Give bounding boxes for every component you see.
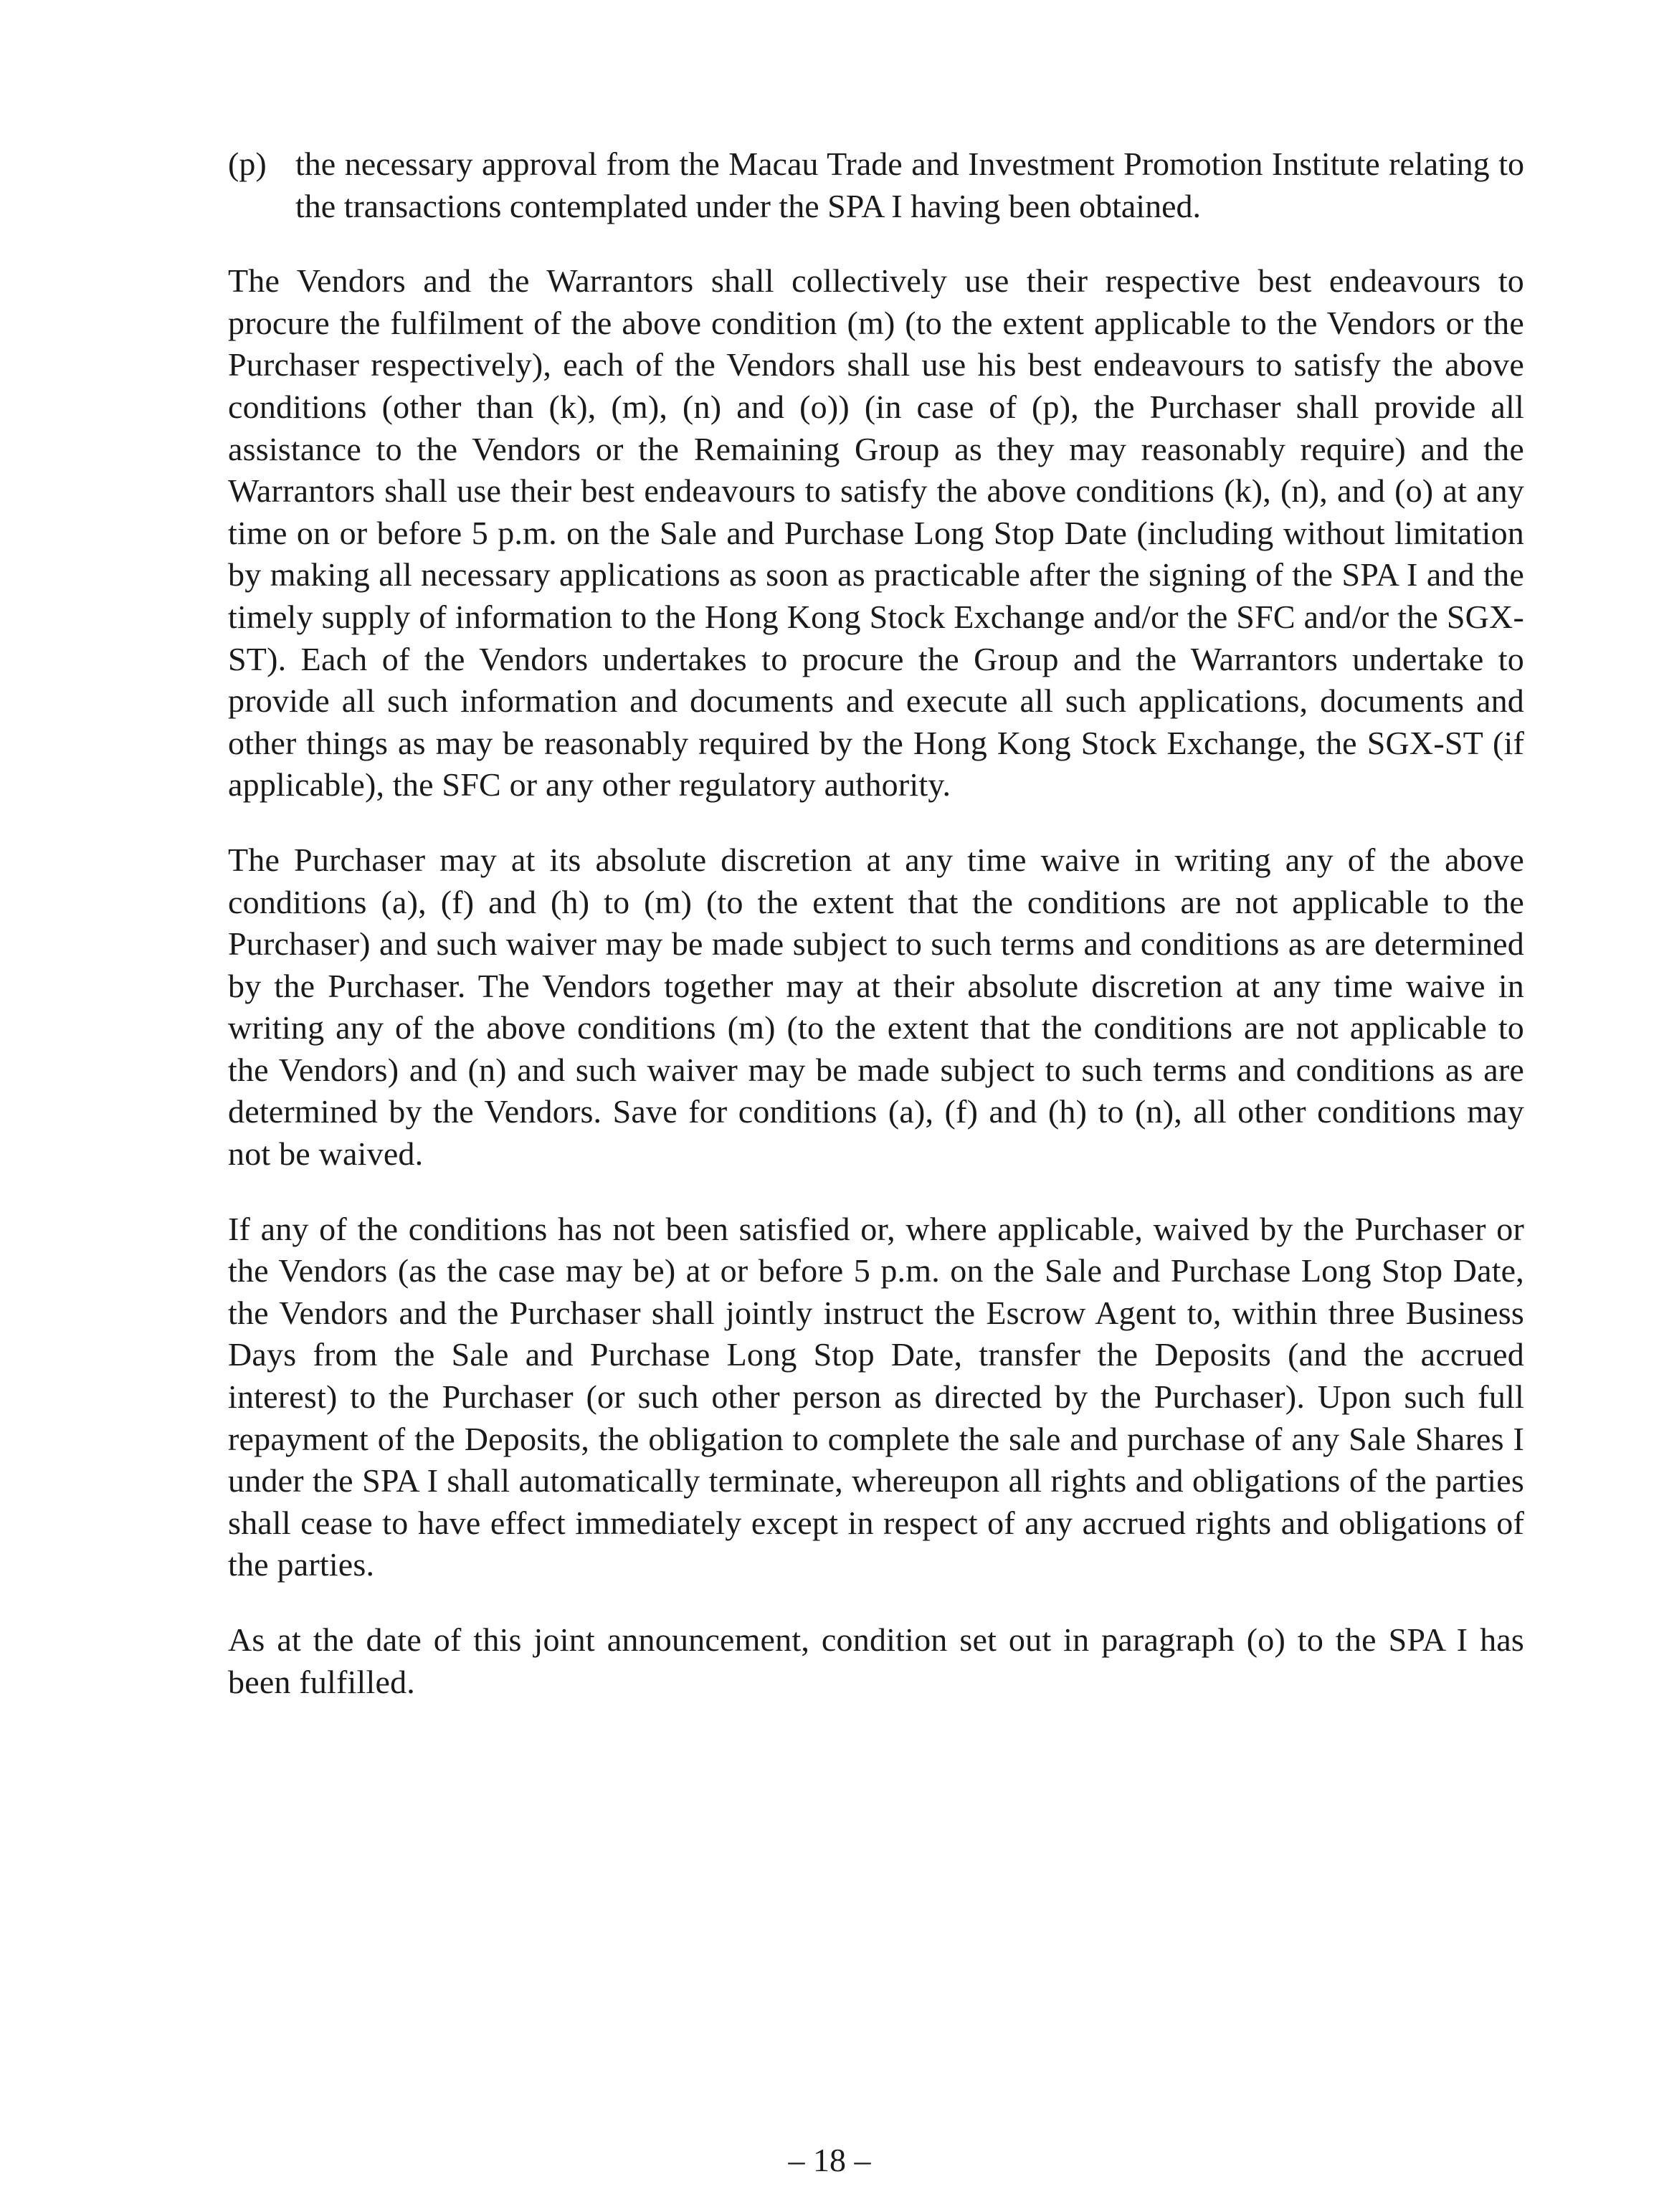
condition-marker: (p) bbox=[228, 146, 267, 182]
condition-text: the necessary approval from the Macau Trade and Investment Promotion Institute relating to the transactions contemplated under the SPA I having been obtained. bbox=[295, 146, 1524, 224]
condition-item-p bbox=[228, 143, 1524, 227]
paragraph-best-endeavours: The Vendors and the Warrantors shall collectively use their respective best endeavours to procure the fulfilment of the above condition (m) (to the extent applicable to the Vendors or the Purchaser respectively), each of the Vendors shall use his best endeavours to satisfy the above conditions (other than (k), (m), (n) and (o)) (in case of (p), the Purchaser shall provide all assistance to the Vendors or the Remaining Group as they may reasonably require) and the Warrantors shall use their best endeavours to satisfy the above conditions (k), (n), and (o) at any time on or before 5 p.m. on the Sale and Purchase Long Stop Date (including without limitation by making all necessary applications as soon as practicable after the signing of the SPA I and the timely supply of information to the Hong Kong Stock Exchange and/or the SFC and/or the SGX-ST). Each of the Vendors undertakes to procure the Group and the Warrantors undertake to provide all such information and documents and execute all such applications, documents and other things as may be reasonably required by the Hong Kong Stock Exchange, the SGX-ST (if applicable), the SFC or any other regulatory authority. bbox=[228, 262, 1524, 804]
paragraph-fulfilled: As at the date of this joint announcement, condition set out in paragraph (o) to the SPA I has been fulfilled. bbox=[228, 1621, 1524, 1700]
paragraph-waiver: The Purchaser may at its absolute discretion at any time waive in writing any of the above conditions (a), (f) and (h) to (m) (to the extent that the conditions are not applicable to the Purchaser) and such waiver may be made subject to such terms and conditions as are determined by the Purchaser. The Vendors together may at their absolute discretion at any time waive in writing any of the above conditions (m) (to the extent that the conditions are not applicable to the Vendors) and (n) and such waiver may be made subject to such terms and conditions as are determined by the Vendors. Save for conditions (a), (f) and (h) to (n), all other conditions may not be waived. bbox=[228, 841, 1524, 1173]
paragraph-termination: If any of the conditions has not been satisfied or, where applicable, waived by the Purchaser or the Vendors (as the case may be) at or before 5 p.m. on the Sale and Purchase Long Stop Date, the Vendors and the Purchaser shall jointly instruct the Escrow Agent to, within three Business Days from the Sale and Purchase Long Stop Date, transfer the Deposits (and the accrued interest) to the Purchaser (or such other person as directed by the Purchaser). Upon such full repayment of the Deposits, the obligation to complete the sale and purchase of any Sale Shares I under the SPA I shall automatically terminate, whereupon all rights and obligations of the parties shall cease to have effect immediately except in respect of any accrued rights and obligations of the parties. bbox=[228, 1210, 1524, 1583]
document-body bbox=[228, 143, 1524, 1736]
page-number: – 18 – bbox=[788, 2142, 871, 2178]
